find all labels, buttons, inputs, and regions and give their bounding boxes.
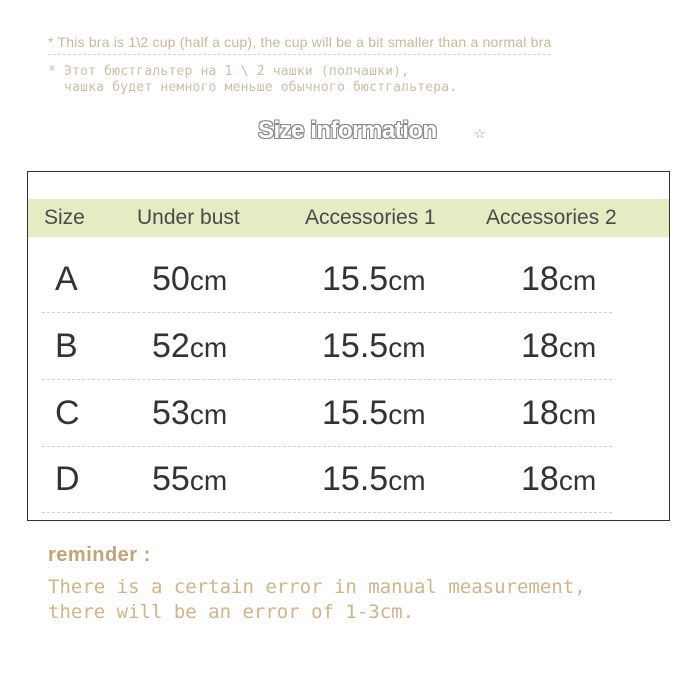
unit: cm — [558, 332, 597, 363]
value: 15.5 — [322, 327, 389, 365]
table-row — [42, 446, 612, 513]
accessories-1-cell — [322, 380, 426, 446]
half-cup-note-english: * This bra is 1\2 cup (half a cup), the cup will be a bit smaller than a normal bra — [48, 34, 551, 55]
value: 52 — [152, 327, 190, 365]
header-accessories-1: Accessories 1 — [305, 206, 436, 229]
size-cell: D — [55, 460, 80, 498]
accessories-1-cell — [322, 246, 426, 312]
table-row — [42, 246, 612, 313]
reminder-line-1: There is a certain error in manual measurement, — [48, 576, 586, 598]
under-bust-cell — [152, 246, 227, 312]
unit: cm — [189, 465, 228, 496]
half-cup-note-russian — [48, 64, 457, 96]
value: 18 — [521, 260, 559, 298]
unit: cm — [388, 332, 426, 363]
value: 15.5 — [322, 394, 389, 432]
table-row — [42, 313, 612, 380]
value: 15.5 — [322, 460, 389, 498]
header-size: Size — [44, 206, 85, 229]
unit: cm — [558, 265, 597, 296]
russian-note-line-2: чашка будет немного меньше обычного бюстгальтера. — [48, 80, 458, 95]
size-cell: A — [55, 260, 78, 298]
table-header-row — [28, 199, 669, 237]
value: 55 — [152, 460, 190, 498]
size-table — [27, 171, 670, 521]
value: 18 — [521, 327, 559, 365]
value: 15.5 — [322, 260, 389, 298]
size-cell: B — [55, 327, 78, 365]
unit: cm — [388, 265, 426, 296]
reminder-text — [48, 575, 586, 625]
accessories-2-cell — [521, 380, 596, 446]
value: 18 — [521, 394, 559, 432]
unit: cm — [388, 399, 426, 430]
section-title: Size information — [258, 117, 437, 144]
value: 53 — [152, 394, 190, 432]
reminder-line-2: there will be an error of 1-3cm. — [48, 601, 415, 623]
unit: cm — [189, 265, 228, 296]
under-bust-cell — [152, 380, 227, 446]
accessories-2-cell — [521, 313, 596, 379]
header-under-bust: Under bust — [137, 206, 240, 229]
accessories-1-cell — [322, 446, 426, 512]
unit: cm — [558, 399, 597, 430]
unit: cm — [189, 399, 228, 430]
accessories-1-cell — [322, 313, 426, 379]
accessories-2-cell — [521, 246, 596, 312]
table-row — [42, 380, 612, 447]
value: 18 — [521, 460, 559, 498]
under-bust-cell — [152, 446, 227, 512]
under-bust-cell — [152, 313, 227, 379]
russian-note-line-1: * Этот бюстгальтер на 1 \ 2 чашки (полчашки), — [48, 64, 410, 79]
accessories-2-cell — [521, 446, 596, 512]
unit: cm — [189, 332, 228, 363]
value: 50 — [152, 260, 190, 298]
star-icon: ☆ — [474, 126, 486, 141]
unit: cm — [388, 465, 426, 496]
header-accessories-2: Accessories 2 — [486, 206, 617, 229]
size-cell: C — [55, 394, 80, 432]
unit: cm — [558, 465, 597, 496]
reminder-title: reminder : — [48, 544, 151, 566]
